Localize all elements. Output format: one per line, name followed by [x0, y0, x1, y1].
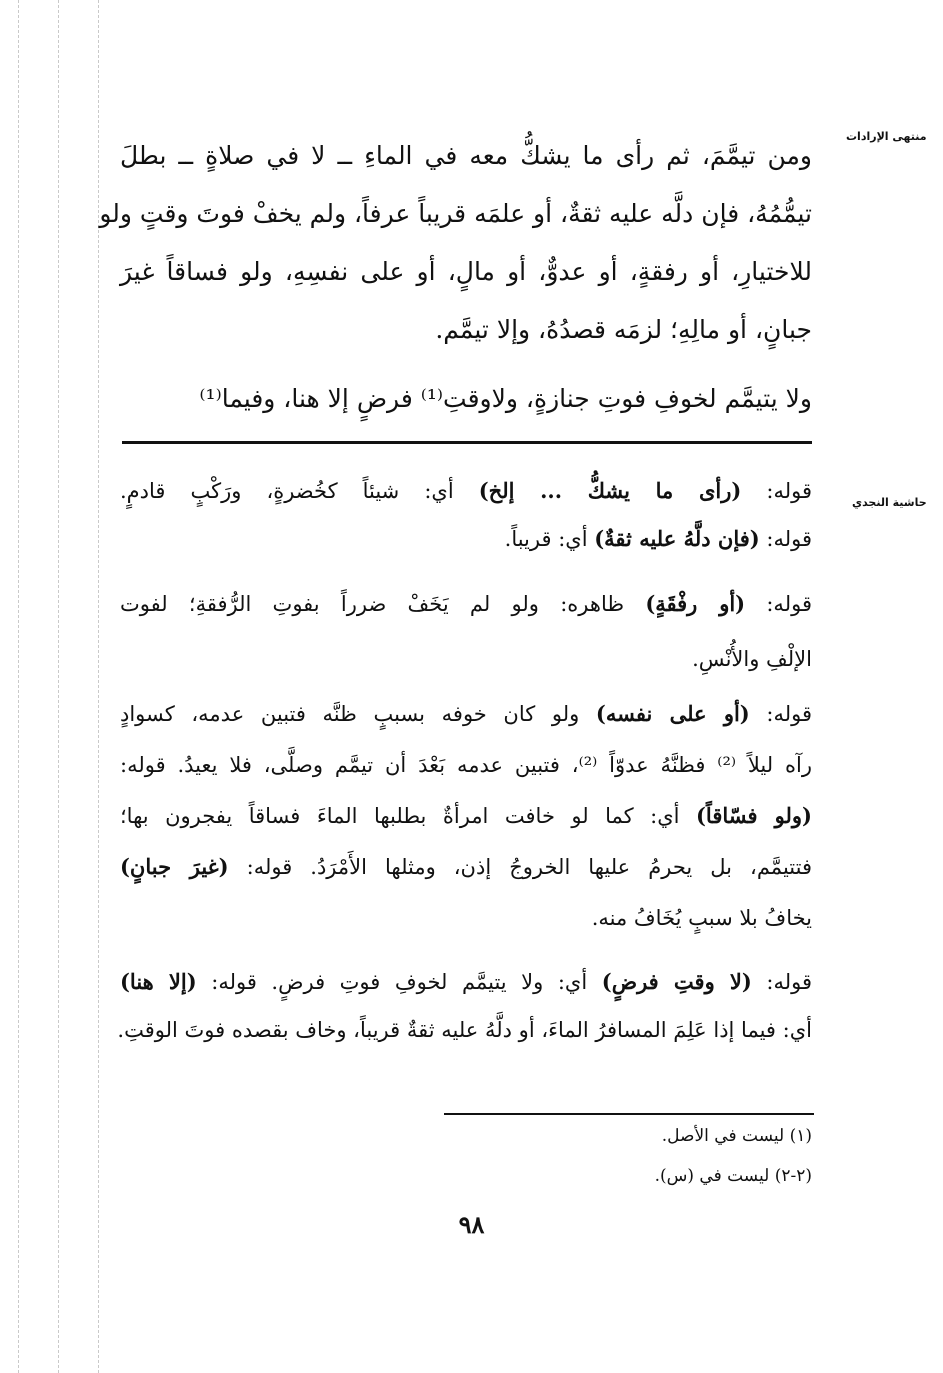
hashiya-line: أي: فيما إذا عَلِمَ المسافرُ الماءَ، أو دلَّهُ عليه ثقةٌ قريباً، وخاف بقصده فوتَ الوقتِ.: [117, 1018, 812, 1042]
main-text-line: تيمُّمُهُ، فإن دلَّه عليه ثقةٌ، أو علمَه قريباً عرفاً، ولم يخفْ فوتَ وقتٍ ولو: [99, 199, 812, 228]
sidebar-hashiya-label: حاشية النجدي: [852, 496, 927, 509]
footnote: (١) ليست في الأصل.: [661, 1126, 812, 1146]
hashiya-line: قوله: (فإن دلَّهُ عليه ثقةٌ) أي: قريباً.: [504, 526, 812, 551]
footnote-divider: [444, 1113, 814, 1115]
section-divider: [122, 441, 812, 444]
hashiya-line: يخافُ بلا سببٍ يُخَافُ منه.: [591, 906, 812, 930]
hashiya-line: قوله: (لا وقتِ فرضٍ) أي: ولا يتيمَّم لخوفِ فوتِ فرضٍ. قوله: (إلا هنا): [120, 969, 812, 994]
hashiya-line: قوله: (رأى ما يشكُّ ... إلخ) أي: شيئاً كخُضرةٍ، ورَكْبٍ قادمٍ.: [120, 478, 812, 503]
margin-guide-line: [58, 0, 59, 1373]
main-text-line: ولا يتيمَّم لخوفِ فوتِ جنازةٍ، ولاوقتِ⁽¹⁾ فرضٍ إلا هنا، وفيما⁽¹⁾: [199, 384, 812, 413]
sidebar-main-label: منتهى الإرادات: [846, 130, 927, 143]
page-number: ٩٨: [458, 1210, 485, 1239]
hashiya-line: قوله: (أو رفْقَةٍ) ظاهره: ولو لم يَخَفْ ضرراً بفوتِ الرُّفقةِ؛ لفوت: [120, 591, 812, 616]
margin-guide-line: [18, 0, 19, 1373]
hashiya-line: فتتيمَّم، بل يحرمُ عليها الخروجُ إذن، ومثلها الأَمْرَدُ. قوله: (غيرَ جبانٍ): [120, 854, 812, 879]
hashiya-line: رآه ليلاً ⁽²⁾ فظنَّهُ عدوّاً ⁽²⁾، فتبين عدمه بَعْدَ أن تيمَّم وصلَّى، فلا يعيدُ. قوله:: [120, 753, 812, 777]
hashiya-line: قوله: (أو على نفسه) ولو كان خوفه بسببٍ ظنَّه فتبين عدمه، كسوادٍ: [120, 701, 813, 726]
main-text-line: ومن تيمَّمَ، ثم رأى ما يشكُّ معه في الماءِ ــ لا في صلاةٍ ــ بطلَ: [120, 141, 812, 170]
hashiya-line: الإلْفِ والأُنْسِ.: [692, 647, 812, 671]
footnote: (٢-٢) ليست في (س).: [654, 1166, 812, 1186]
hashiya-line: (ولو فسّاقاً) أي: كما لو خافت امرأةٌ بطلبها الماءَ فساقاً يفجرون بها؛: [120, 803, 812, 828]
main-text-line: جبانٍ، أو مالِهِ؛ لزمَه قصدُهُ، وإلا تيمَّم.: [435, 315, 812, 344]
main-text-line: للاختيارِ، أو رفقةٍ، أو عدوٌّ، أو مالٍ، أو على نفسِهِ، ولو فساقاً غيرَ: [120, 257, 812, 286]
